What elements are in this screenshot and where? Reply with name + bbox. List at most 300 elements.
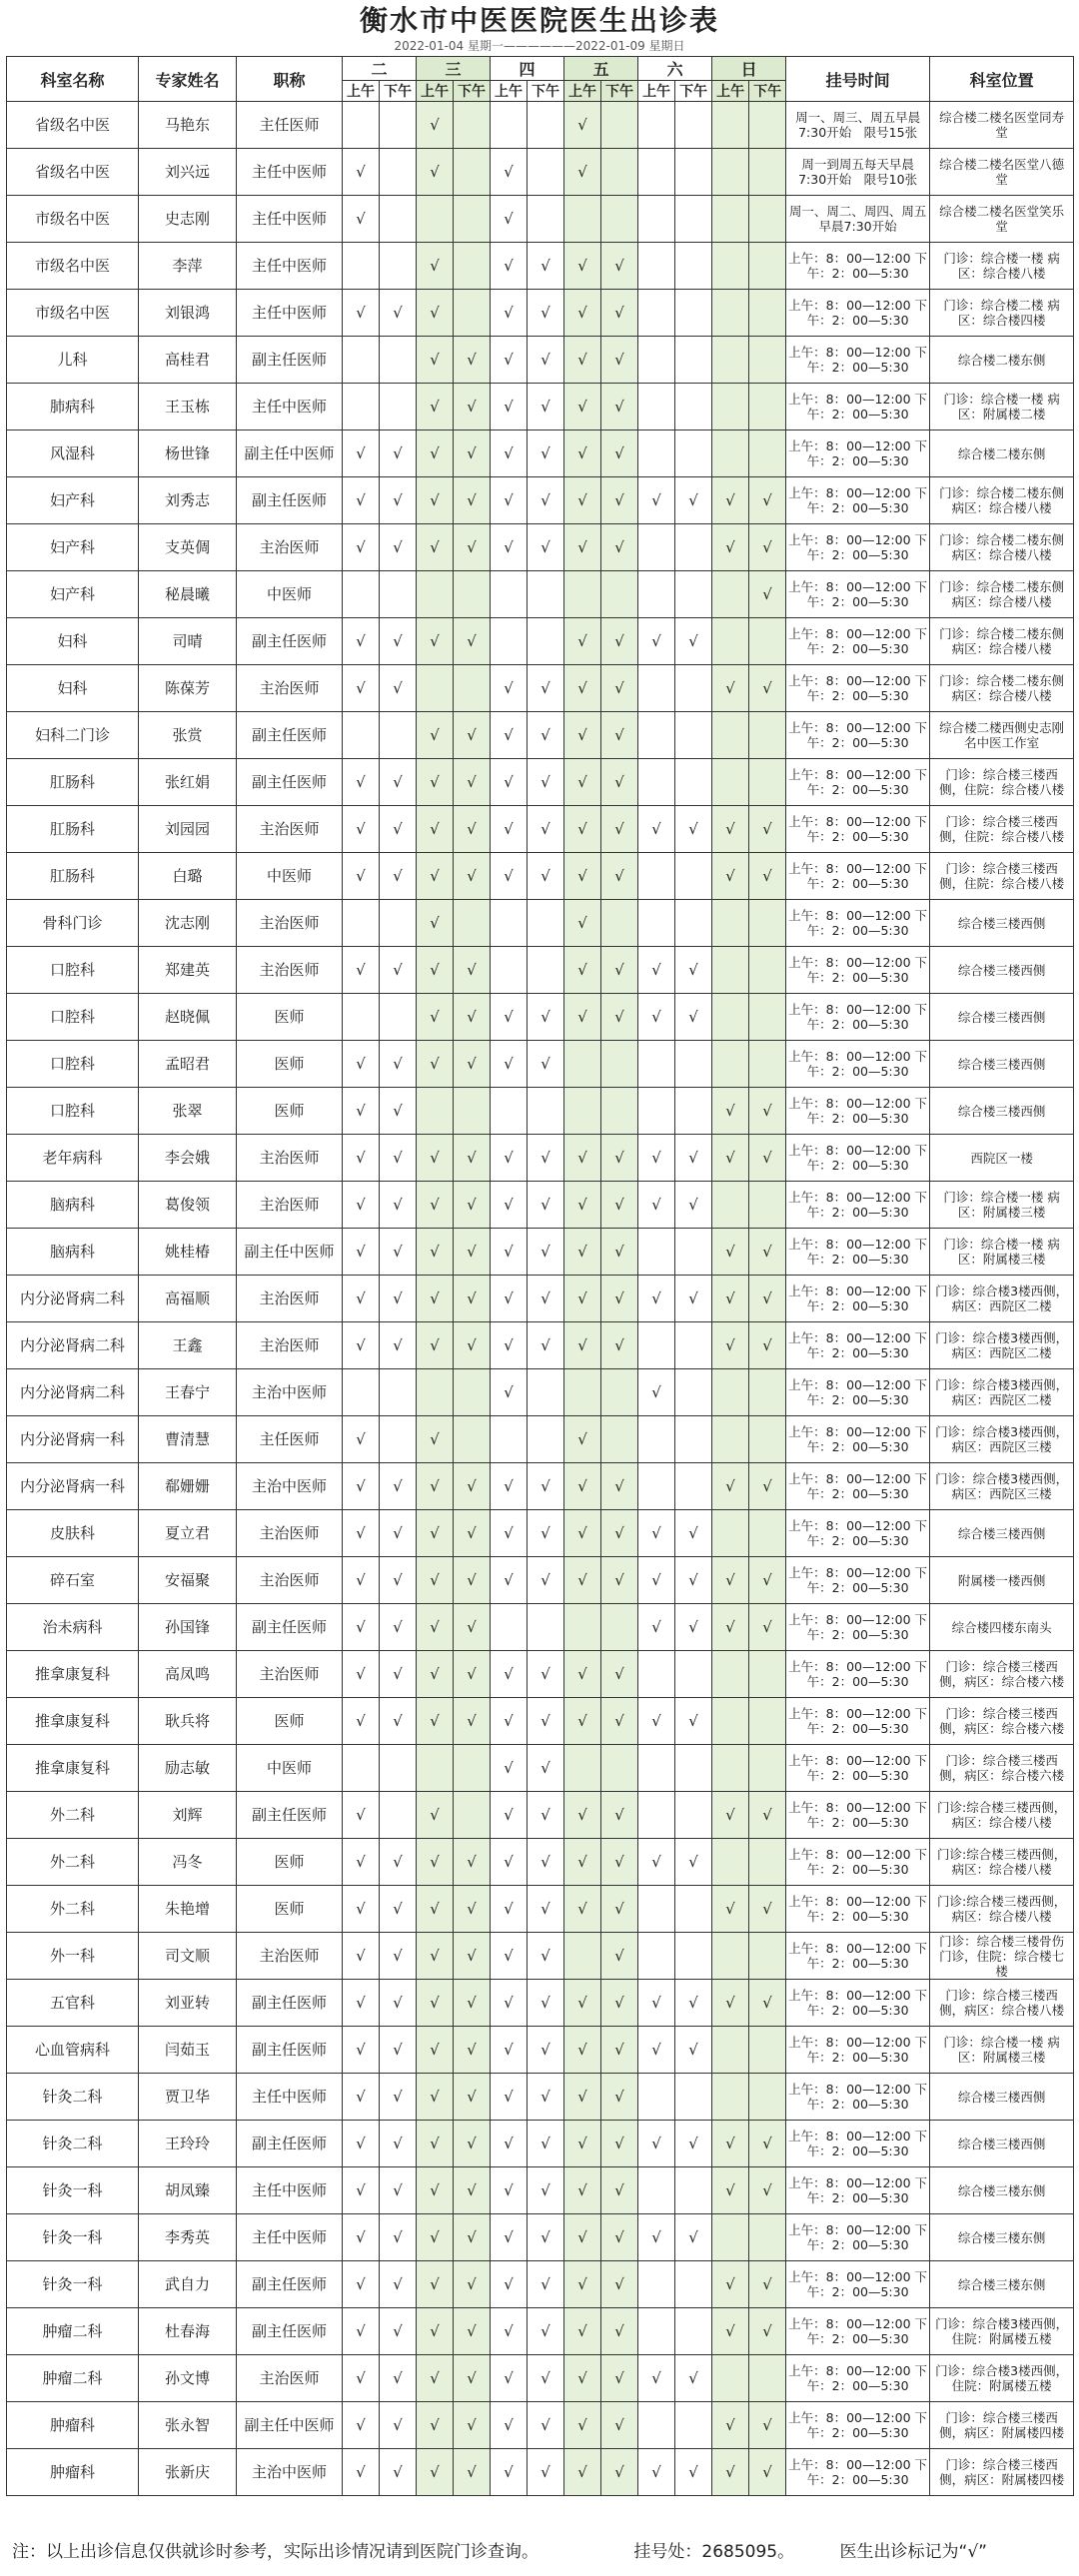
slot-cell: [675, 243, 712, 290]
slot-cell: √: [380, 290, 417, 337]
slot-cell: [601, 1088, 638, 1135]
location-cell: 综合楼三楼西侧: [930, 900, 1074, 947]
slot-cell: √: [491, 2121, 528, 2167]
slot-cell: [749, 149, 786, 196]
slot-cell: √: [454, 712, 491, 759]
slot-cell: [675, 2308, 712, 2355]
reg-time-cell: 上午：8：00—12:00 下午：2：00—5:30: [786, 2355, 930, 2402]
slot-cell: [380, 384, 417, 430]
slot-cell: √: [380, 1041, 417, 1088]
slot-cell: [564, 1745, 601, 1792]
slot-cell: [638, 384, 675, 430]
slot-cell: [712, 2074, 749, 2121]
slot-cell: √: [491, 1698, 528, 1745]
slot-cell: √: [491, 2214, 528, 2261]
slot-cell: [454, 149, 491, 196]
slot-cell: [675, 102, 712, 149]
table-row: [7, 430, 1074, 477]
slot-cell: √: [675, 1698, 712, 1745]
doctor-cell: 冯冬: [139, 1839, 237, 1886]
slot-cell: [343, 900, 380, 947]
slot-cell: √: [417, 1651, 454, 1698]
slot-cell: √: [601, 2214, 638, 2261]
dept-cell: 市级名中医: [7, 196, 139, 243]
slot-cell: [601, 196, 638, 243]
title-cell: 副主任医师: [237, 712, 343, 759]
slot-cell: √: [491, 2449, 528, 2496]
slot-cell: √: [638, 1698, 675, 1745]
slot-cell: √: [528, 477, 564, 524]
slot-cell: √: [601, 806, 638, 853]
slot-cell: √: [749, 1463, 786, 1510]
slot-cell: √: [343, 806, 380, 853]
reg-time-cell: 上午：8：00—12:00 下午：2：00—5:30: [786, 994, 930, 1041]
table-row: [7, 2355, 1074, 2402]
slot-cell: √: [712, 477, 749, 524]
doctor-cell: 史志刚: [139, 196, 237, 243]
slot-cell: [675, 2402, 712, 2449]
slot-cell: √: [491, 853, 528, 900]
slot-cell: √: [638, 2449, 675, 2496]
reg-time-cell: 上午：8：00—12:00 下午：2：00—5:30: [786, 1651, 930, 1698]
slot-cell: √: [528, 1933, 564, 1980]
slot-cell: √: [749, 2402, 786, 2449]
slot-cell: √: [417, 947, 454, 994]
slot-cell: √: [564, 1135, 601, 1182]
dept-cell: 内分泌肾病二科: [7, 1276, 139, 1322]
title-cell: 主治中医师: [237, 1369, 343, 1416]
slot-cell: [454, 243, 491, 290]
location-cell: 综合楼三楼西侧: [930, 1088, 1074, 1135]
slot-cell: [749, 1651, 786, 1698]
slot-cell: [712, 290, 749, 337]
slot-cell: √: [491, 806, 528, 853]
slot-cell: √: [380, 1182, 417, 1229]
header-pm: 下午: [675, 81, 712, 102]
slot-cell: √: [601, 1182, 638, 1229]
reg-time-cell: 上午：8：00—12:00 下午：2：00—5:30: [786, 337, 930, 384]
slot-cell: √: [417, 149, 454, 196]
doctor-cell: 李萍: [139, 243, 237, 290]
slot-cell: √: [564, 1510, 601, 1557]
doctor-cell: 王玲玲: [139, 2121, 237, 2167]
schedule-table-wrapper: [6, 56, 1073, 2496]
slot-cell: √: [564, 712, 601, 759]
title-cell: 主治医师: [237, 1182, 343, 1229]
table-row: [7, 1698, 1074, 1745]
slot-cell: √: [638, 477, 675, 524]
slot-cell: [638, 1322, 675, 1369]
slot-cell: √: [343, 1651, 380, 1698]
reg-time-cell: 上午：8：00—12:00 下午：2：00—5:30: [786, 665, 930, 712]
slot-cell: √: [380, 618, 417, 665]
slot-cell: √: [675, 806, 712, 853]
table-row: [7, 1182, 1074, 1229]
table-row: [7, 1557, 1074, 1604]
slot-cell: [638, 1745, 675, 1792]
reg-time-cell: 上午：8：00—12:00 下午：2：00—5:30: [786, 1886, 930, 1933]
slot-cell: √: [454, 1182, 491, 1229]
slot-cell: √: [417, 1792, 454, 1839]
title-cell: 医师: [237, 1839, 343, 1886]
slot-cell: √: [749, 1135, 786, 1182]
slot-cell: √: [380, 947, 417, 994]
location-cell: 门诊：综合楼三楼西侧，病区：综合楼六楼: [930, 1651, 1074, 1698]
slot-cell: [491, 900, 528, 947]
slot-cell: √: [491, 1792, 528, 1839]
slot-cell: √: [343, 1088, 380, 1135]
slot-cell: √: [638, 1557, 675, 1604]
title-cell: 主治医师: [237, 1651, 343, 1698]
slot-cell: √: [454, 1557, 491, 1604]
slot-cell: √: [454, 2121, 491, 2167]
slot-cell: √: [601, 290, 638, 337]
slot-cell: [749, 900, 786, 947]
slot-cell: √: [454, 1651, 491, 1698]
slot-cell: √: [417, 384, 454, 430]
slot-cell: √: [675, 947, 712, 994]
slot-cell: √: [564, 1557, 601, 1604]
slot-cell: √: [564, 102, 601, 149]
slot-cell: [675, 1886, 712, 1933]
slot-cell: √: [564, 149, 601, 196]
slot-cell: [380, 337, 417, 384]
table-row: [7, 2121, 1074, 2167]
slot-cell: [749, 2214, 786, 2261]
slot-cell: [675, 524, 712, 571]
slot-cell: [417, 1088, 454, 1135]
dept-cell: 妇科二门诊: [7, 712, 139, 759]
reg-time-cell: 上午：8：00—12:00 下午：2：00—5:30: [786, 1322, 930, 1369]
slot-cell: [417, 1369, 454, 1416]
slot-cell: √: [380, 1651, 417, 1698]
slot-cell: √: [454, 947, 491, 994]
table-row: [7, 2449, 1074, 2496]
slot-cell: √: [601, 2121, 638, 2167]
dept-cell: 老年病科: [7, 1135, 139, 1182]
dept-cell: 妇科: [7, 618, 139, 665]
slot-cell: √: [749, 1088, 786, 1135]
slot-cell: √: [749, 2121, 786, 2167]
slot-cell: √: [528, 2167, 564, 2214]
slot-cell: √: [564, 947, 601, 994]
slot-cell: √: [749, 1792, 786, 1839]
table-header: [7, 57, 1074, 102]
table-row: [7, 618, 1074, 665]
doctor-cell: 孟昭君: [139, 1041, 237, 1088]
slot-cell: [601, 1745, 638, 1792]
slot-cell: [454, 1792, 491, 1839]
slot-cell: √: [749, 1322, 786, 1369]
slot-cell: [638, 1651, 675, 1698]
title-cell: 医师: [237, 994, 343, 1041]
slot-cell: [454, 665, 491, 712]
slot-cell: √: [454, 2449, 491, 2496]
slot-cell: [564, 196, 601, 243]
slot-cell: [675, 1745, 712, 1792]
reg-time-cell: 上午：8：00—12:00 下午：2：00—5:30: [786, 759, 930, 806]
slot-cell: √: [528, 759, 564, 806]
slot-cell: [749, 1182, 786, 1229]
dept-cell: 肛肠科: [7, 806, 139, 853]
slot-cell: √: [380, 2402, 417, 2449]
slot-cell: √: [528, 1276, 564, 1322]
dept-cell: 省级名中医: [7, 102, 139, 149]
slot-cell: [638, 196, 675, 243]
slot-cell: √: [380, 2121, 417, 2167]
doctor-cell: 李秀英: [139, 2214, 237, 2261]
slot-cell: [638, 2402, 675, 2449]
slot-cell: √: [380, 759, 417, 806]
slot-cell: √: [712, 1792, 749, 1839]
slot-cell: [638, 149, 675, 196]
slot-cell: √: [380, 1933, 417, 1980]
slot-cell: √: [601, 712, 638, 759]
slot-cell: [601, 149, 638, 196]
slot-cell: √: [564, 853, 601, 900]
slot-cell: √: [380, 2167, 417, 2214]
table-row: [7, 2027, 1074, 2074]
table-row: [7, 712, 1074, 759]
slot-cell: [491, 102, 528, 149]
slot-cell: [749, 337, 786, 384]
slot-cell: √: [343, 759, 380, 806]
location-cell: 综合楼二楼名医堂八德堂: [930, 149, 1074, 196]
slot-cell: [712, 384, 749, 430]
slot-cell: [675, 759, 712, 806]
table-row: [7, 2214, 1074, 2261]
reg-time-cell: 上午：8：00—12:00 下午：2：00—5:30: [786, 853, 930, 900]
table-row: [7, 2308, 1074, 2355]
slot-cell: √: [528, 1510, 564, 1557]
slot-cell: √: [528, 1229, 564, 1276]
slot-cell: √: [491, 2261, 528, 2308]
title-cell: 医师: [237, 1088, 343, 1135]
dept-cell: 市级名中医: [7, 243, 139, 290]
title-cell: 副主任医师: [237, 2121, 343, 2167]
slot-cell: √: [343, 1041, 380, 1088]
slot-cell: √: [712, 2121, 749, 2167]
slot-cell: √: [528, 524, 564, 571]
slot-cell: √: [417, 1463, 454, 1510]
slot-cell: √: [601, 1322, 638, 1369]
location-cell: 门诊：综合楼一楼 病区：附属楼三楼: [930, 1229, 1074, 1276]
slot-cell: [712, 1182, 749, 1229]
slot-cell: √: [564, 384, 601, 430]
location-cell: 门诊：综合楼二楼东侧 病区：综合楼八楼: [930, 524, 1074, 571]
slot-cell: √: [601, 430, 638, 477]
doctor-cell: 白璐: [139, 853, 237, 900]
slot-cell: √: [601, 665, 638, 712]
reg-time-cell: 上午：8：00—12:00 下午：2：00—5:30: [786, 1510, 930, 1557]
slot-cell: √: [638, 806, 675, 853]
slot-cell: [712, 1510, 749, 1557]
table-row: [7, 2074, 1074, 2121]
slot-cell: [417, 665, 454, 712]
slot-cell: √: [380, 1980, 417, 2027]
slot-cell: √: [491, 524, 528, 571]
slot-cell: [491, 618, 528, 665]
location-cell: 门诊：综合楼二楼 病区：综合楼四楼: [930, 290, 1074, 337]
slot-cell: √: [491, 1135, 528, 1182]
slot-cell: √: [638, 1276, 675, 1322]
slot-cell: [712, 430, 749, 477]
header-pm: 下午: [749, 81, 786, 102]
slot-cell: √: [417, 2402, 454, 2449]
slot-cell: [749, 759, 786, 806]
slot-cell: √: [417, 618, 454, 665]
slot-cell: √: [749, 1604, 786, 1651]
slot-cell: √: [601, 1135, 638, 1182]
slot-cell: √: [343, 430, 380, 477]
location-cell: 综合楼二楼名医堂同寿堂: [930, 102, 1074, 149]
slot-cell: √: [343, 1510, 380, 1557]
title-cell: 主治医师: [237, 1276, 343, 1322]
slot-cell: [638, 1463, 675, 1510]
slot-cell: √: [601, 853, 638, 900]
slot-cell: √: [749, 1980, 786, 2027]
slot-cell: √: [454, 1933, 491, 1980]
slot-cell: [749, 712, 786, 759]
slot-cell: √: [712, 2167, 749, 2214]
dept-cell: 妇产科: [7, 571, 139, 618]
header-reg-time: 挂号时间: [786, 57, 930, 102]
slot-cell: √: [749, 2261, 786, 2308]
slot-cell: [528, 196, 564, 243]
slot-cell: √: [491, 1369, 528, 1416]
slot-cell: [712, 1745, 749, 1792]
location-cell: 门诊：综合楼3楼西侧，住院：附属楼五楼: [930, 2355, 1074, 2402]
slot-cell: √: [712, 853, 749, 900]
slot-cell: [343, 243, 380, 290]
dept-cell: 皮肤科: [7, 1510, 139, 1557]
doctor-cell: 赵晓佩: [139, 994, 237, 1041]
title-cell: 副主任医师: [237, 2261, 343, 2308]
slot-cell: √: [564, 1839, 601, 1886]
slot-cell: √: [749, 571, 786, 618]
slot-cell: √: [528, 430, 564, 477]
slot-cell: √: [638, 1135, 675, 1182]
title-cell: 副主任医师: [237, 2027, 343, 2074]
location-cell: 门诊：综合楼三楼西侧，病区：附属楼四楼: [930, 2402, 1074, 2449]
slot-cell: [491, 947, 528, 994]
doctor-cell: 杜春海: [139, 2308, 237, 2355]
slot-cell: √: [417, 759, 454, 806]
slot-cell: √: [491, 2027, 528, 2074]
slot-cell: √: [380, 1463, 417, 1510]
dept-cell: 内分泌肾病二科: [7, 1369, 139, 1416]
slot-cell: [675, 1651, 712, 1698]
slot-cell: [528, 1088, 564, 1135]
table-row: [7, 1745, 1074, 1792]
slot-cell: √: [601, 1698, 638, 1745]
slot-cell: √: [417, 2074, 454, 2121]
slot-cell: √: [343, 2214, 380, 2261]
slot-cell: [638, 853, 675, 900]
location-cell: 门诊：综合楼一楼 病区：附属楼三楼: [930, 1182, 1074, 1229]
reg-time-cell: 上午：8：00—12:00 下午：2：00—5:30: [786, 2308, 930, 2355]
slot-cell: [638, 571, 675, 618]
slot-cell: [675, 384, 712, 430]
slot-cell: √: [564, 1416, 601, 1463]
slot-cell: √: [491, 1276, 528, 1322]
dept-cell: 脑病科: [7, 1229, 139, 1276]
dept-cell: 外二科: [7, 1886, 139, 1933]
slot-cell: √: [417, 337, 454, 384]
slot-cell: [638, 290, 675, 337]
slot-cell: √: [564, 430, 601, 477]
slot-cell: [638, 665, 675, 712]
title-cell: 中医师: [237, 1745, 343, 1792]
doctor-cell: 郗姗姗: [139, 1463, 237, 1510]
slot-cell: [638, 2261, 675, 2308]
slot-cell: √: [749, 1557, 786, 1604]
title-cell: 医师: [237, 1698, 343, 1745]
slot-cell: [712, 1651, 749, 1698]
header-am: 上午: [564, 81, 601, 102]
doctor-cell: 张赏: [139, 712, 237, 759]
slot-cell: [343, 337, 380, 384]
location-cell: 门诊：综合楼3楼西侧，病区：西院区二楼: [930, 1369, 1074, 1416]
location-cell: 综合楼三楼西侧: [930, 994, 1074, 1041]
slot-cell: [528, 1604, 564, 1651]
table-row: [7, 665, 1074, 712]
slot-cell: √: [491, 430, 528, 477]
doctor-cell: 高桂君: [139, 337, 237, 384]
slot-cell: [675, 571, 712, 618]
slot-cell: √: [564, 1651, 601, 1698]
slot-cell: √: [343, 1886, 380, 1933]
title-cell: 副主任医师: [237, 337, 343, 384]
slot-cell: [601, 571, 638, 618]
title-cell: 主任中医师: [237, 243, 343, 290]
slot-cell: √: [564, 2074, 601, 2121]
slot-cell: √: [380, 2261, 417, 2308]
location-cell: 门诊：综合楼三楼西侧，住院：综合楼八楼: [930, 806, 1074, 853]
slot-cell: √: [380, 1322, 417, 1369]
slot-cell: √: [638, 2355, 675, 2402]
slot-cell: √: [749, 1276, 786, 1322]
slot-cell: √: [712, 1463, 749, 1510]
location-cell: 门诊：综合楼三楼西侧，住院：综合楼八楼: [930, 853, 1074, 900]
title-cell: 主治医师: [237, 524, 343, 571]
slot-cell: [712, 1839, 749, 1886]
slot-cell: [491, 1088, 528, 1135]
slot-cell: √: [454, 430, 491, 477]
doctor-cell: 刘兴远: [139, 149, 237, 196]
slot-cell: √: [749, 1886, 786, 1933]
dept-cell: 内分泌肾病一科: [7, 1463, 139, 1510]
slot-cell: [749, 2027, 786, 2074]
slot-cell: √: [417, 994, 454, 1041]
reg-time-cell: 上午：8：00—12:00 下午：2：00—5:30: [786, 1933, 930, 1980]
dept-cell: 妇科: [7, 665, 139, 712]
slot-cell: [675, 2167, 712, 2214]
slot-cell: √: [675, 2027, 712, 2074]
reg-time-cell: 上午：8：00—12:00 下午：2：00—5:30: [786, 2261, 930, 2308]
slot-cell: √: [454, 1229, 491, 1276]
title-cell: 主任中医师: [237, 196, 343, 243]
location-cell: 门诊：综合楼三楼西侧，病区：综合楼六楼: [930, 1698, 1074, 1745]
header-day-sun: 日: [712, 57, 786, 81]
slot-cell: √: [564, 1980, 601, 2027]
slot-cell: √: [712, 2308, 749, 2355]
doctor-cell: 张新庆: [139, 2449, 237, 2496]
slot-cell: [601, 102, 638, 149]
slot-cell: √: [343, 1604, 380, 1651]
dept-cell: 推拿康复科: [7, 1651, 139, 1698]
location-cell: 门诊：综合楼二楼东侧 病区：综合楼八楼: [930, 571, 1074, 618]
